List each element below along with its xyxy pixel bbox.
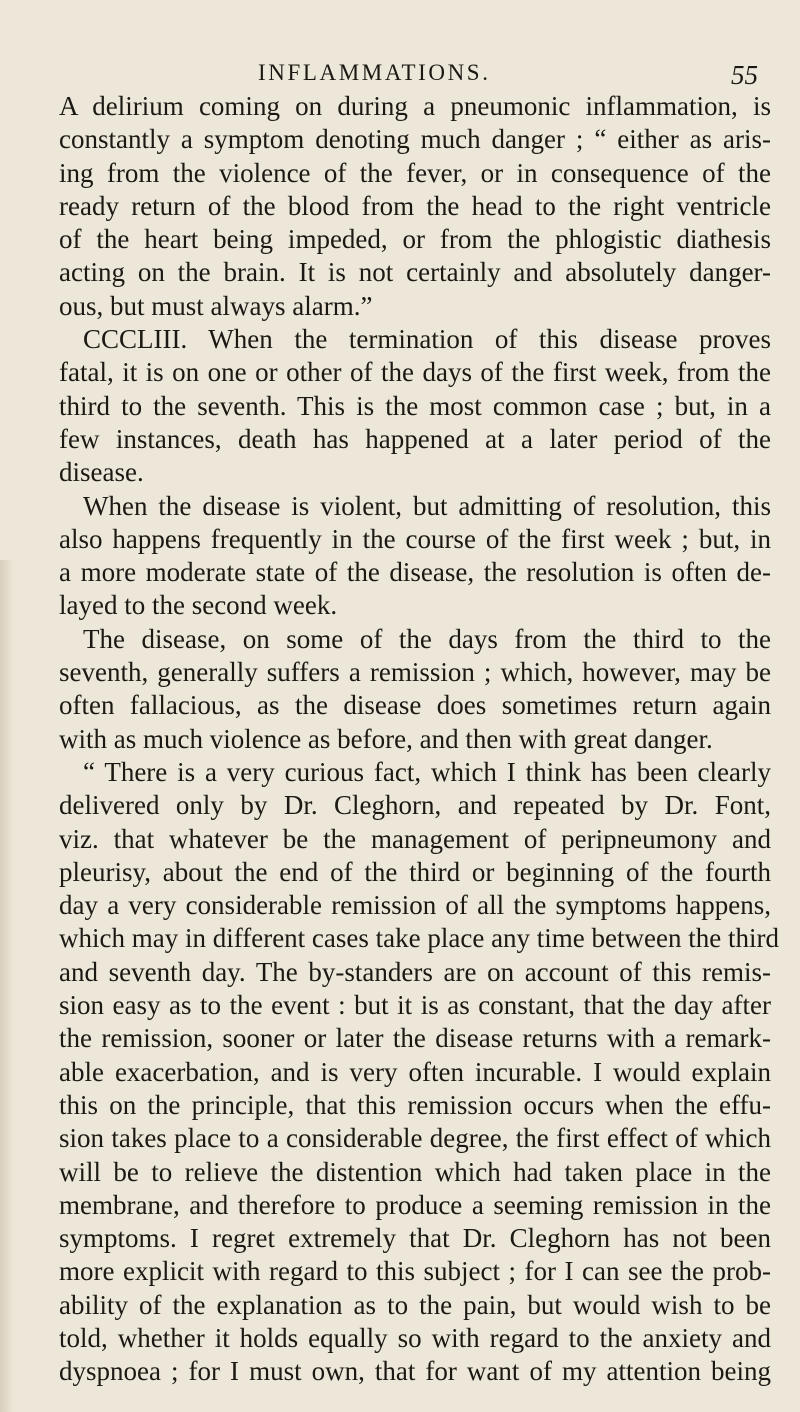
text-line: seventh, generally suffers a remission ; which, however, may be bbox=[59, 657, 771, 688]
text-line: also happens frequently in the course of the first week ; but, in bbox=[59, 523, 771, 554]
text-line: a more moderate state of the disease, the resolution is often de- bbox=[59, 557, 771, 588]
text-line: delivered only by Dr. Cleghorn, and repeated by Dr. Font, bbox=[59, 790, 771, 821]
text-line: pleurisy, about the end of the third or beginning of the fourth bbox=[59, 856, 771, 887]
text-line: layed to the second week. bbox=[59, 590, 338, 621]
page-number: 55 bbox=[731, 60, 758, 90]
text-line: third to the seventh. This is the most common case ; but, in a bbox=[59, 390, 771, 421]
text-line: this on the principle, that this remission occurs when the effu- bbox=[59, 1089, 771, 1120]
text-line: able exacerbation, and is very often incurable. I would explain bbox=[59, 1056, 771, 1087]
text-line: viz. that whatever be the management of peripneumony and bbox=[59, 823, 771, 854]
text-line: ready return of the blood from the head to the right ventricle bbox=[59, 190, 771, 221]
text-line: told, whether it holds equally so with regard to the anxiety and bbox=[59, 1322, 771, 1353]
text-line: will be to relieve the distention which had taken place in the bbox=[59, 1156, 771, 1187]
text-line: The disease, on some of the days from the third to the bbox=[83, 623, 771, 654]
text-line: which may in different cases take place any time between the third bbox=[59, 923, 779, 954]
text-line: of the heart being impeded, or from the phlogistic diathesis bbox=[59, 224, 771, 255]
text-line: sion takes place to a considerable degree, the first effect of which bbox=[59, 1123, 771, 1154]
text-line: few instances, death has happened at a later period of the bbox=[59, 423, 771, 454]
text-line: “ There is a very curious fact, which I think has been clearly bbox=[83, 756, 771, 787]
text-line: When the disease is violent, but admitting of resolution, this bbox=[83, 490, 771, 521]
text-line: symptoms. I regret extremely that Dr. Cleghorn has not been bbox=[59, 1223, 771, 1254]
text-line: A delirium coming on during a pneumonic inflammation, is bbox=[59, 91, 771, 121]
text-line: disease. bbox=[59, 457, 144, 488]
text-line: CCCLIII. When the termination of this disease proves bbox=[83, 324, 771, 355]
text-line: membrane, and therefore to produce a seeming remission in the bbox=[59, 1189, 771, 1220]
text-line: fatal, it is on one or other of the days of the first week, from the bbox=[59, 357, 771, 388]
text-line: the remission, sooner or later the disease returns with a remark- bbox=[59, 1023, 771, 1054]
text-line: ing from the violence of the fever, or in consequence of the bbox=[59, 157, 771, 188]
text-line: constantly a symptom denoting much danger ; “ either as aris- bbox=[59, 124, 771, 155]
text-line: and seventh day. The by-standers are on account of this remis- bbox=[59, 956, 771, 987]
text-line: dyspnoea ; for I must own, that for want of my attention being bbox=[59, 1356, 771, 1387]
text-line: often fallacious, as the disease does sometimes return again bbox=[59, 690, 771, 721]
text-line: sion easy as to the event : but it is as constant, that the day after bbox=[59, 990, 771, 1021]
text-line: ability of the explanation as to the pain, but would wish to be bbox=[59, 1289, 771, 1320]
text-line: day a very considerable remission of all the symptoms happens, bbox=[59, 890, 771, 921]
page-edge-shadow bbox=[0, 560, 14, 1412]
text-line: with as much violence as before, and then with great danger. bbox=[59, 723, 713, 754]
text-line: more explicit with regard to this subject ; for I can see the prob- bbox=[59, 1256, 771, 1287]
text-line: acting on the brain. It is not certainly and absolutely danger- bbox=[59, 257, 771, 288]
body-text bbox=[59, 90, 779, 1389]
running-head: INFLAMMATIONS. bbox=[258, 60, 491, 85]
text-line: ous, but must always alarm.” bbox=[59, 290, 373, 321]
